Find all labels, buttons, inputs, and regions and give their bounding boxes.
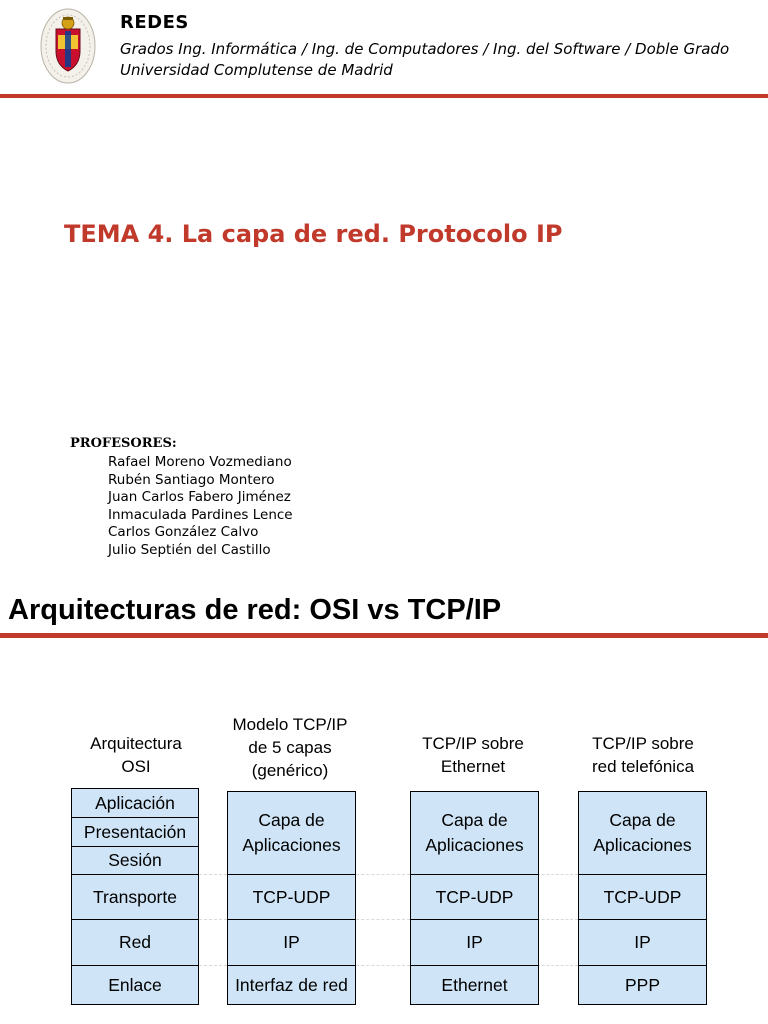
- tcpip-ethernet-layer: Ethernet: [411, 965, 538, 1005]
- guide-line: [356, 965, 410, 966]
- tcpip-phone-heading: TCP/IP sobre red telefónica: [591, 734, 695, 776]
- professor-name: Julio Septién del Castillo: [108, 541, 271, 558]
- osi-layer: Red: [72, 919, 198, 966]
- professors-heading: PROFESORES:: [70, 436, 177, 451]
- tcpip-generic-layer: Capa de Aplicaciones: [228, 791, 355, 875]
- tcpip-ethernet-heading: TCP/IP sobre Ethernet: [422, 734, 524, 776]
- slide-title: TEMA 4. La capa de red. Protocolo IP: [64, 220, 563, 248]
- osi-layer: Presentación: [72, 817, 198, 847]
- guide-line: [199, 919, 227, 920]
- tcpip-ethernet-layer: IP: [411, 919, 538, 966]
- guide-line: [356, 874, 410, 875]
- osi-layer: Sesión: [72, 846, 198, 875]
- header-divider: [0, 94, 768, 98]
- professor-name: Rafael Moreno Vozmediano: [108, 454, 292, 470]
- guide-line: [537, 965, 578, 966]
- osi-layer: Transporte: [72, 874, 198, 920]
- professor-name: Rubén Santiago Montero: [108, 471, 275, 488]
- slide2-divider: [0, 633, 768, 638]
- osi-layer: Enlace: [72, 965, 198, 1005]
- osi-stack: [71, 788, 199, 1005]
- tcpip-generic-stack: [227, 791, 356, 1005]
- osi-layer: Aplicación: [72, 788, 198, 818]
- tcpip-generic-layer: TCP-UDP: [228, 874, 355, 920]
- professor-name: Juan Carlos Fabero Jiménez: [108, 489, 291, 506]
- osi-heading: Arquitectura OSI: [90, 734, 182, 776]
- slide2-title: Arquitecturas de red: OSI vs TCP/IP: [8, 594, 502, 626]
- tcpip-phone-layer: PPP: [579, 965, 706, 1005]
- tcpip-phone-stack: [578, 791, 707, 1005]
- guide-line: [356, 919, 410, 920]
- tcpip-ethernet-layer: TCP-UDP: [411, 874, 538, 920]
- university-name: Universidad Complutense de Madrid: [120, 61, 393, 79]
- professors-list: [108, 454, 293, 560]
- professor-name: Inmaculada Pardines Lence: [108, 506, 293, 523]
- tcpip-phone-layer: IP: [579, 919, 706, 966]
- guide-line: [199, 965, 227, 966]
- course-title: REDES: [120, 12, 189, 33]
- tcpip-ethernet-stack: [410, 791, 539, 1005]
- guide-line: [537, 919, 578, 920]
- university-crest-icon: [38, 5, 98, 87]
- tcpip-phone-layer: TCP-UDP: [579, 874, 706, 920]
- tcpip-generic-layer: Interfaz de red: [228, 965, 355, 1005]
- tcpip-generic-layer: IP: [228, 919, 355, 966]
- tcpip-generic-heading: Modelo TCP/IP de 5 capas (genérico): [232, 715, 348, 780]
- professor-name: Carlos González Calvo: [108, 524, 259, 541]
- tcpip-phone-layer: Capa de Aplicaciones: [579, 791, 706, 875]
- tcpip-ethernet-layer: Capa de Aplicaciones: [411, 791, 538, 875]
- guide-line: [199, 874, 227, 875]
- degree-programs: Grados Ing. Informática / Ing. de Computadores / Ing. del Software / Doble Grado: [120, 40, 730, 58]
- guide-line: [537, 874, 578, 875]
